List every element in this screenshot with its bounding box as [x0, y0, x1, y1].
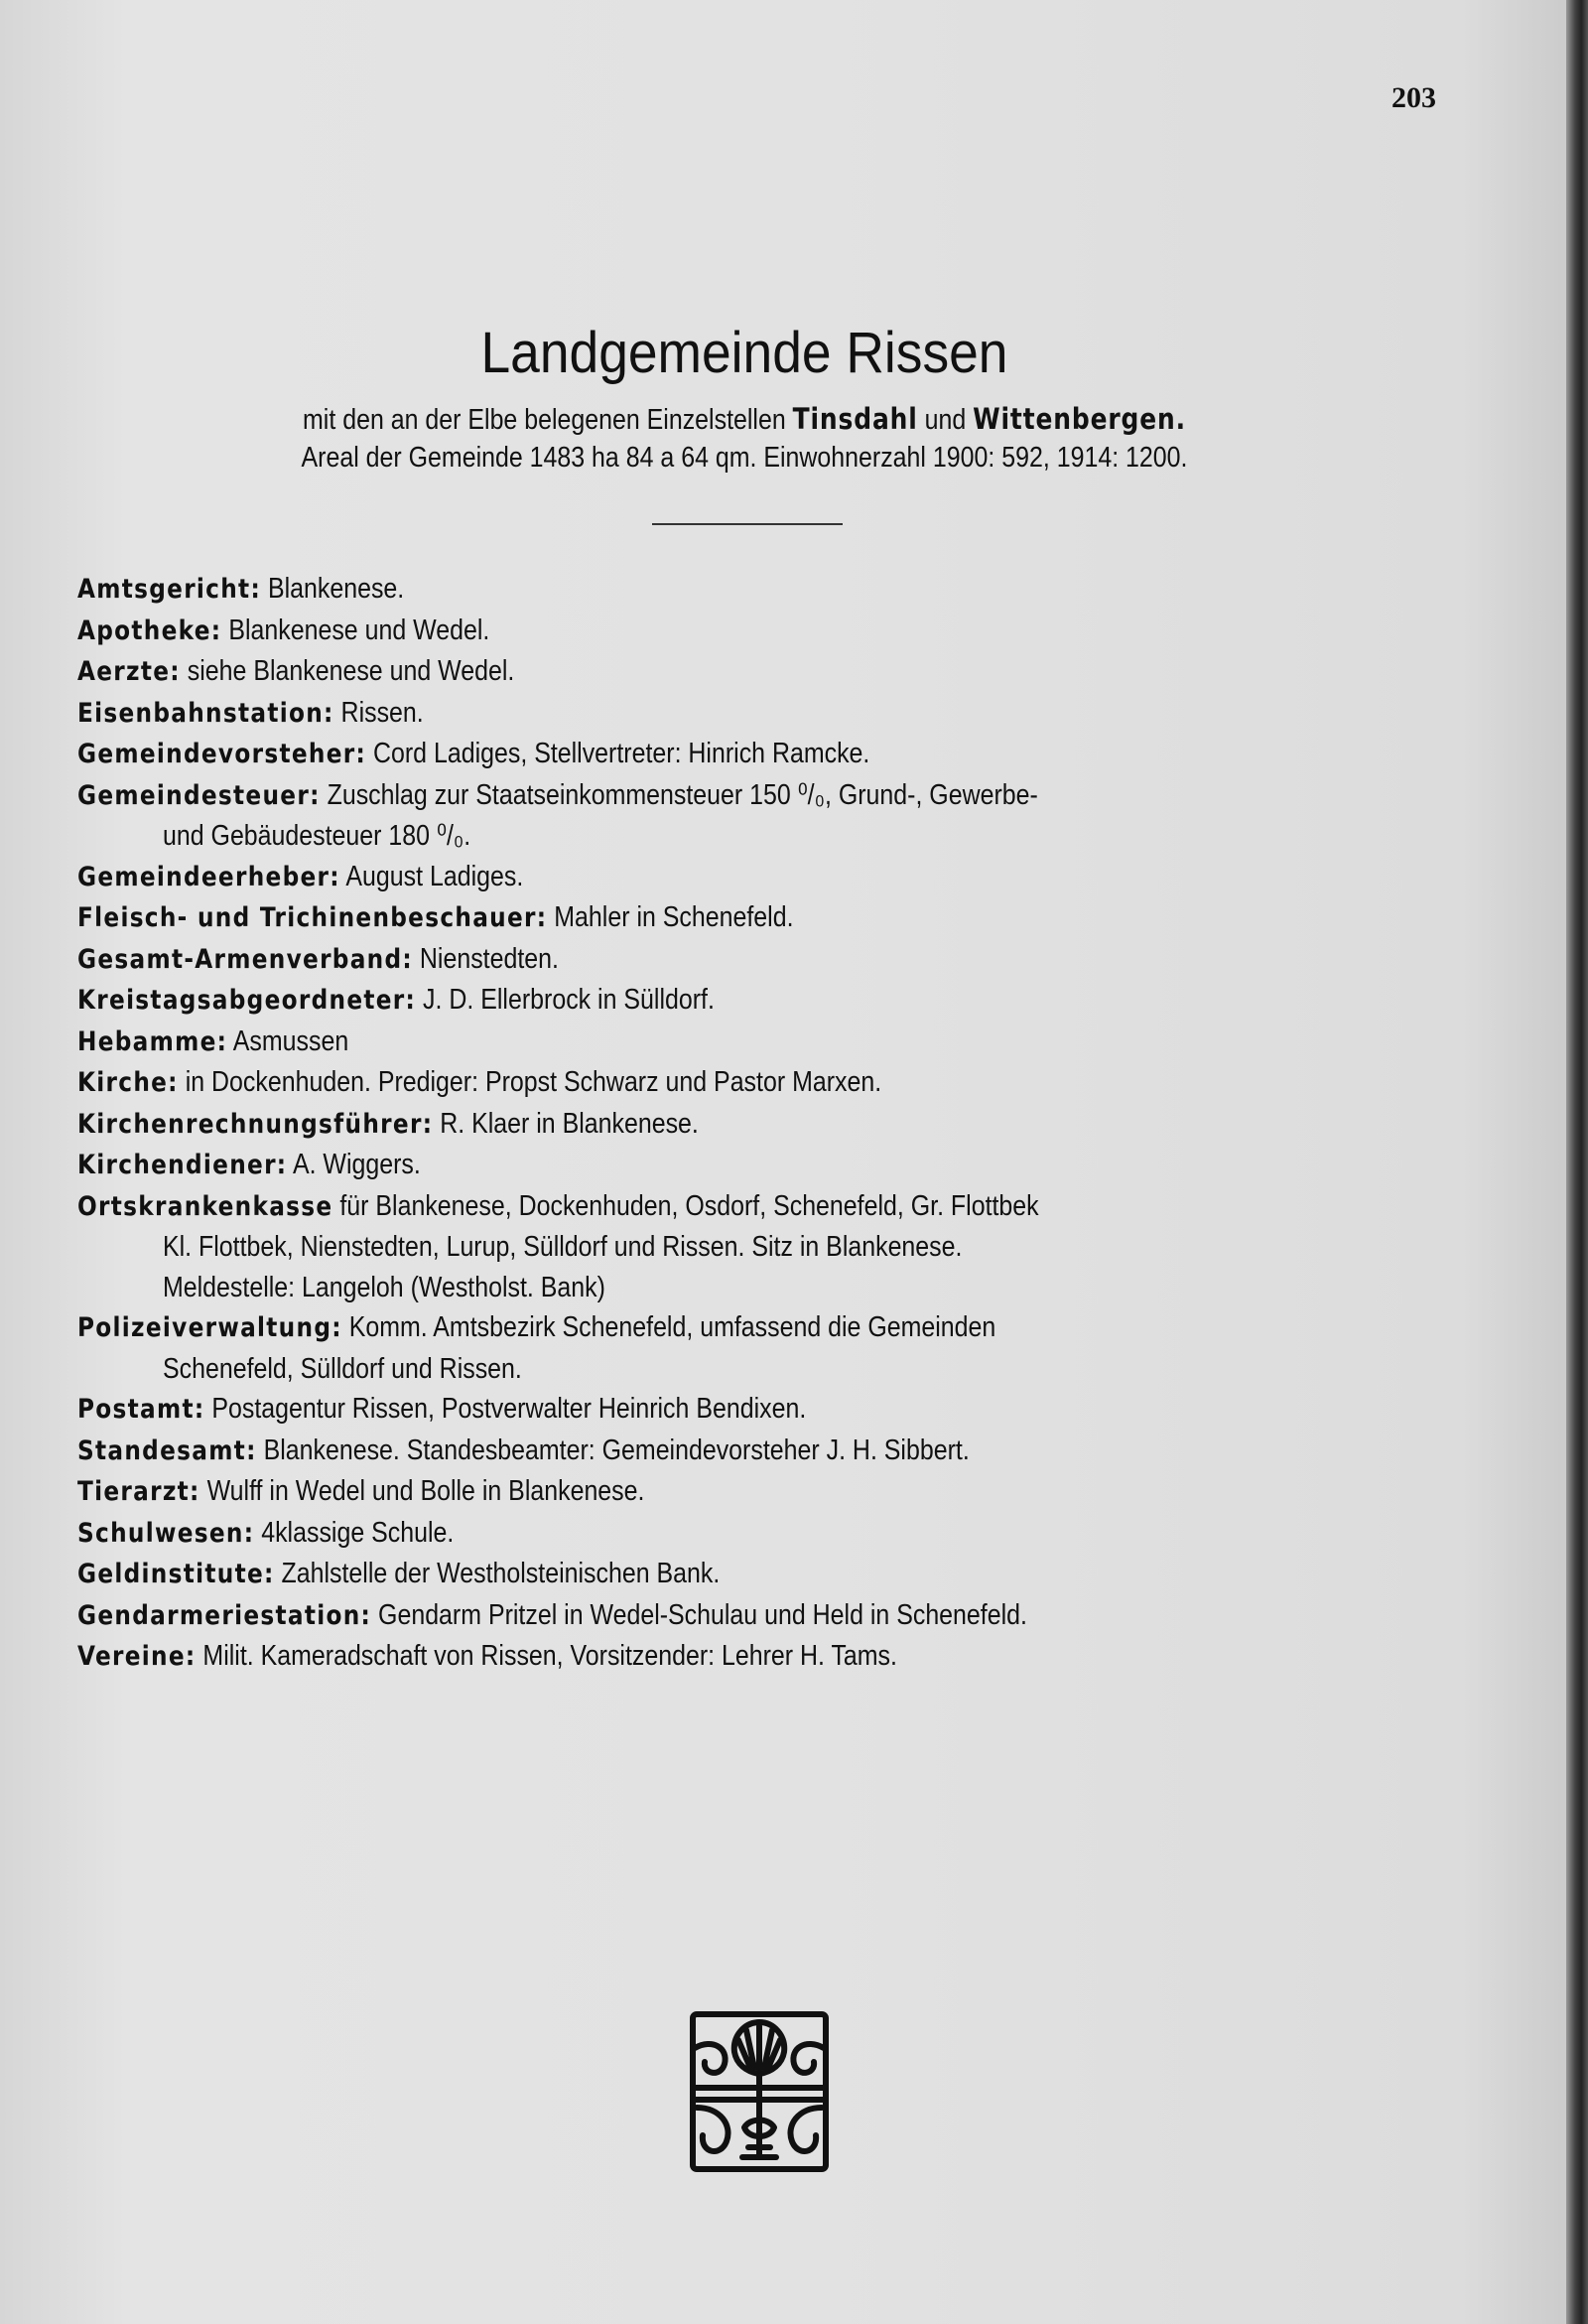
entry-text: in Dockenhuden. Prediger: Propst Schwarz und Pastor Marxen.: [178, 1066, 882, 1098]
entry-label: Kirchendiener:: [77, 1150, 288, 1180]
entry-continuation-line: Meldestelle: Langeloh (Westholst. Bank): [163, 1271, 605, 1303]
entry-text: Wulff in Wedel und Bolle in Blankenese.: [199, 1475, 645, 1507]
directory-entry: [77, 939, 1460, 981]
entry-label: Kreistagsabgeordneter:: [77, 985, 417, 1016]
entry-label: Amtsgericht:: [77, 574, 262, 605]
entry-label: Gendarmeriestation:: [77, 1599, 372, 1631]
entry-text: Mahler in Schenefeld.: [547, 901, 794, 933]
directory-entry: [77, 651, 1460, 693]
entry-text: R. Klaer in Blankenese.: [433, 1107, 699, 1140]
entry-text: August Ladiges.: [339, 860, 524, 892]
entry-label: Apotheke:: [77, 615, 222, 646]
directory-entry: [77, 1145, 1460, 1186]
place-name-wittenbergen: Wittenbergen.: [973, 402, 1186, 436]
entry-label: Kirche:: [77, 1067, 179, 1098]
directory-entry: [77, 1186, 1460, 1308]
entry-label: Polizeiverwaltung:: [77, 1312, 342, 1343]
entry-text: 4klassige Schule.: [254, 1516, 455, 1549]
entry-text: Blankenese. Standesbeamter: Gemeindevorsteher J. H. Sibbert.: [256, 1434, 970, 1466]
directory-entry: [77, 1104, 1460, 1146]
entry-text: Blankenese und Wedel.: [221, 614, 490, 646]
entry-continuation-line: und Gebäudesteuer 180 ⁰/₀.: [163, 820, 471, 852]
directory-entry: [77, 1389, 1460, 1431]
entry-label: Ortskrankenkasse: [77, 1190, 333, 1222]
directory-entry: [77, 611, 1460, 652]
entry-label: Gemeindevorsteher:: [77, 739, 367, 769]
directory-entry: [77, 1513, 1460, 1555]
entry-label: Kirchenrechnungsführer:: [77, 1108, 434, 1140]
directory-entries: [77, 569, 1457, 1678]
book-binding-edge: [1566, 0, 1588, 2324]
entry-text: Blankenese.: [261, 573, 405, 605]
subtitle-line-1: [104, 402, 1385, 437]
entry-text: Postagentur Rissen, Postverwalter Heinrich Bendixen.: [204, 1393, 807, 1425]
subtitle-line-2: Areal der Gemeinde 1483 ha 84 a 64 qm. Einwohnerzahl 1900: 592, 1914: 1200.: [301, 442, 1188, 474]
divider-rule: [652, 523, 843, 525]
entry-text: Zahlstelle der Westholsteinischen Bank.: [274, 1558, 721, 1589]
subtitle-conjunction: und: [917, 404, 974, 436]
entry-label: Standesamt:: [77, 1435, 257, 1466]
decorative-ornament-vignette: [685, 2008, 834, 2175]
entry-continuation-line: Schenefeld, Sülldorf und Rissen.: [163, 1352, 522, 1385]
entry-label: Gemeindeerheber:: [77, 861, 340, 892]
entry-label: Gemeindesteuer:: [77, 779, 321, 811]
entry-label: Schulwesen:: [77, 1517, 255, 1549]
entry-text: Cord Ladiges, Stellvertreter: Hinrich Ramcke.: [366, 738, 870, 769]
entry-text: Gendarm Pritzel in Wedel-Schulau und Held in Schenefeld.: [371, 1598, 1027, 1631]
entry-label: Hebamme:: [77, 1025, 228, 1057]
entry-label: Aerzte:: [77, 656, 181, 687]
entry-label: Gesamt-Armenverband:: [77, 943, 413, 975]
entry-label: Tierarzt:: [77, 1476, 200, 1507]
page-title: Landgemeinde Rissen: [480, 321, 1008, 385]
directory-entry: [77, 693, 1460, 735]
directory-entry: [77, 1471, 1460, 1513]
directory-entry: [77, 734, 1460, 775]
entry-text: Komm. Amtsbezirk Schenefeld, umfassend die Gemeinden: [341, 1311, 996, 1343]
entry-label: Geldinstitute:: [77, 1559, 275, 1589]
directory-entry: [77, 980, 1460, 1022]
entry-label: Postamt:: [77, 1394, 205, 1425]
directory-entry: [77, 1062, 1460, 1104]
directory-entry: [77, 1636, 1460, 1678]
entry-text: Asmussen: [227, 1025, 349, 1057]
directory-entry: [77, 569, 1460, 611]
directory-entry: [77, 857, 1460, 898]
entry-label: Fleisch- und Trichinenbeschauer:: [77, 902, 548, 933]
entry-text: A. Wiggers.: [287, 1149, 421, 1180]
directory-entry: [77, 897, 1460, 939]
entry-text: für Blankenese, Dockenhuden, Osdorf, Schenefeld, Gr. Flottbek: [332, 1189, 1039, 1222]
directory-entry: [77, 775, 1460, 857]
entry-text: siehe Blankenese und Wedel.: [180, 655, 515, 687]
entry-text: Rissen.: [333, 696, 424, 729]
entry-text: J. D. Ellerbrock in Sülldorf.: [416, 984, 715, 1016]
entry-text: Nienstedten.: [412, 942, 559, 975]
directory-entry: [77, 1595, 1460, 1637]
place-name-tinsdahl: Tinsdahl: [792, 402, 918, 436]
directory-entry: [77, 1022, 1460, 1063]
directory-entry: [77, 1554, 1460, 1595]
page-number: 203: [1391, 81, 1436, 114]
directory-entry: [77, 1431, 1460, 1472]
entry-text: Zuschlag zur Staatseinkommensteuer 150 ⁰/₀, Grund-, Gewerbe-: [320, 778, 1038, 811]
entry-label: Eisenbahnstation:: [77, 697, 334, 729]
entry-label: Vereine:: [77, 1641, 197, 1672]
directory-entry: [77, 1307, 1460, 1389]
subtitle-prefix: mit den an der Elbe belegenen Einzelstellen: [303, 404, 793, 436]
entry-continuation-line: Kl. Flottbek, Nienstedten, Lurup, Sülldorf und Rissen. Sitz in Blankenese.: [163, 1231, 963, 1263]
entry-text: Milit. Kameradschaft von Rissen, Vorsitzender: Lehrer H. Tams.: [196, 1640, 897, 1672]
